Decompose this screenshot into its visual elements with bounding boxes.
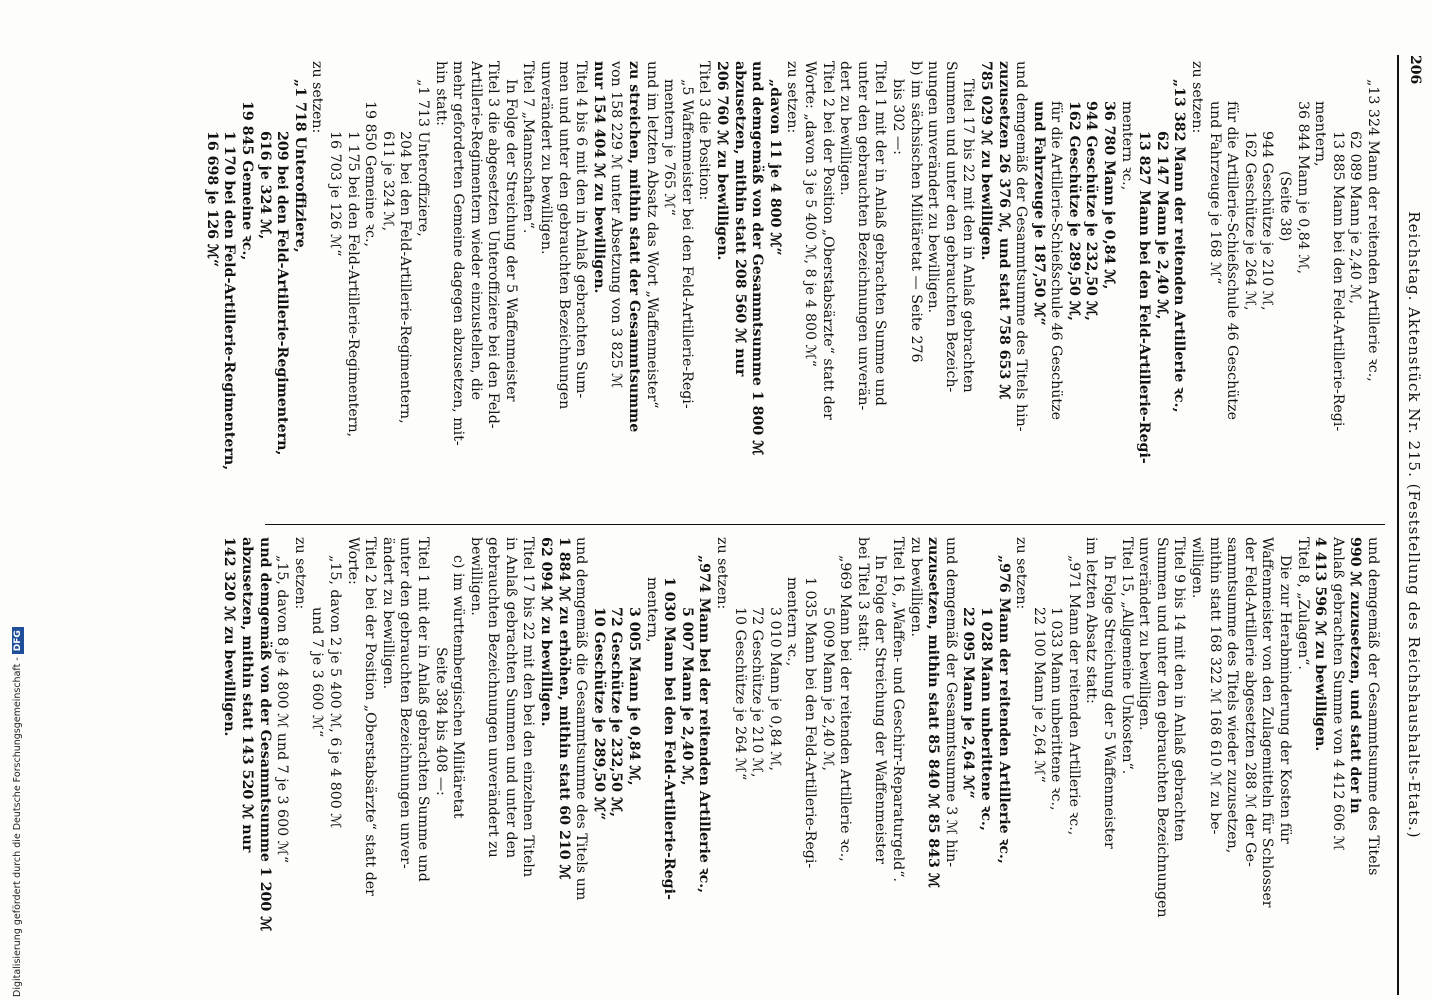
text-line: 72 Geschütze je 210 ℳ,: [749, 607, 766, 778]
text-line: Worte:: [344, 537, 361, 585]
column-divider: [265, 524, 1385, 525]
text-line: Titel 17 bis 22 mit den in Anlaß gebrachten: [960, 79, 977, 393]
text-line: „969 Mann bei der reitenden Artillerie ꝛc.,: [837, 555, 854, 862]
text-line: 62 147 Mann je 2,40 ℳ,: [1153, 131, 1170, 320]
text-line: 206 760 ℳ zu bewilligen.: [714, 61, 731, 261]
text-line: Titel 1 mit der in Anlaß gebrachten Summe und: [872, 61, 889, 406]
text-line: „5 Waffenmeister bei den Feld-Artillerie-Regi-: [678, 79, 695, 409]
text-line: 1 030 Mann bei den Feld-Artillerie-Regi-: [661, 577, 678, 900]
text-line: 36 780 Mann je 0,84 ℳ,: [1101, 101, 1118, 290]
text-line: mehr geforderten Gemeine dagegen abzusetzen, mit-: [450, 61, 467, 446]
text-line: Worte: „davon 3 je 5 400 ℳ, 8 je 4 800 ℳ“: [802, 61, 818, 367]
text-line: 3 005 Mann je 0,84 ℳ,: [626, 607, 643, 786]
text-line: mentern,: [643, 577, 660, 643]
text-line: 1 035 Mann bei den Feld-Artillerie-Regi-: [802, 577, 818, 869]
text-line: 1 033 Mann unberittene ꝛc.,: [1048, 607, 1065, 811]
text-line: Waffenmeister von den Zulagemitteln für Schlosser: [1259, 537, 1276, 908]
text-line: 10 Geschütze je 289,50 ℳ“: [590, 607, 607, 821]
header-rule: [1397, 55, 1399, 995]
text-line: unter den gebrauchten Bezeichnungen unver-: [397, 537, 414, 869]
text-line: Summen und unter den gebrauchten Bezeich-: [942, 61, 959, 393]
text-line: und Fahrzeuge je 187,50 ℳ“: [1030, 101, 1047, 326]
text-line: „15, davon 8 je 4 800 ℳ und 7 je 3 600 ℳ“: [274, 555, 291, 864]
text-line: für die Artillerie-Schießschule 46 Geschütze: [1048, 101, 1065, 420]
text-line: Titel 16, „Waffen- und Geschirr-Reparaturgeld“.: [889, 537, 906, 882]
text-line: der Feld-Artillerie abgesetzten 288 ℳ der Ge-: [1241, 537, 1258, 867]
text-line: bewilligen.: [467, 537, 484, 616]
text-line: und demgemäß von der Gesammtsumme 1 800 ℳ: [749, 61, 766, 456]
text-line: unverändert zu bewilligen.: [538, 61, 555, 255]
text-line: abzusetzen, mithin statt 143 520 ℳ nur: [239, 537, 255, 853]
text-line: zu setzen:: [784, 61, 801, 134]
text-line: In Folge Streichung der 5 Waffenmeister: [1101, 555, 1118, 849]
text-line: zu bewilligen.: [907, 537, 924, 638]
text-line: Summen und unter den gebrauchten Bezeichnungen: [1153, 537, 1170, 918]
page-number: 206: [1407, 55, 1423, 85]
text-line: mentern je 765 ℳ“: [661, 79, 678, 216]
text-line: 162 Geschütze je 289,50 ℳ,: [1065, 101, 1082, 321]
text-line: zu streichen, mithin statt der Gesammtsumme: [626, 61, 643, 433]
text-line: und im letzten Absatz das Wort „Waffenmeister“: [643, 61, 660, 409]
text-line: mentern,: [1312, 101, 1329, 167]
text-line: 4 413 596 ℳ zu bewilligen.: [1312, 537, 1329, 752]
text-line: mentern ꝛc.,: [1118, 101, 1135, 191]
text-line: 19 845 Gemeine ꝛc.,: [239, 101, 255, 261]
text-line: Titel 4 bis 6 mit den in Anlaß gebrachten Sum-: [573, 61, 590, 399]
text-line: 1 884 ℳ zu erhöhen, mithin statt 60 210 ℳ: [555, 537, 572, 880]
text-line: zu setzen:: [309, 61, 326, 134]
text-line: Titel 2 bei der Position „Oberstabsärzte“ statt der: [362, 537, 379, 896]
text-line: 5 009 Mann je 2,40 ℳ,: [819, 607, 836, 771]
text-line: 785 029 ℳ zu bewilligen.: [977, 61, 994, 261]
running-title: Reichstag. Aktenstück Nr. 215. (Feststellung des Reichshaushalts-Etats.): [1405, 211, 1423, 839]
text-line: (Seite 38): [1277, 171, 1294, 242]
text-line: 162 Geschütze je 264 ℳ,: [1241, 131, 1258, 311]
text-line: 1 175 bei den Feld-Artillerie-Regimentern,: [344, 131, 361, 438]
text-line: Titel 8, „Zulagen“.: [1294, 537, 1311, 670]
text-line: Titel 1 mit der in Anlaß gebrachten Summe und: [414, 537, 431, 882]
text-line: unverändert zu bewilligen.: [1136, 537, 1153, 731]
text-line: 72 Geschütze je 232,50 ℳ,: [608, 607, 625, 818]
text-line: 13 827 Mann bei den Feld-Artillerie-Regi-: [1136, 131, 1153, 464]
text-line: Titel 15, „Allgemeine Unkosten“.: [1118, 537, 1135, 775]
text-line: nur 154 404 ℳ zu bewilligen.: [590, 61, 607, 294]
text-line: „13 382 Mann der reitenden Artillerie ꝛc.,: [1171, 79, 1188, 413]
dfg-logo: DFG: [12, 627, 24, 654]
text-line: „1 713 Unteroffiziere,: [414, 79, 431, 237]
text-line: 16 703 je 126 ℳ“: [326, 131, 343, 257]
text-line: 3 010 Mann je 0,84 ℳ,: [766, 607, 783, 771]
text-line: 1 170 bei den Feld-Artillerie-Regimentern,: [221, 131, 238, 471]
text-line: 616 je 324 ℳ,: [256, 131, 273, 240]
text-line: 209 bei den Feld-Artillerie-Regimentern,: [274, 131, 291, 456]
text-line: 944 Geschütze je 210 ℳ,: [1259, 131, 1276, 311]
text-line: Artillerie-Regimentern wieder einzustellen, die: [467, 61, 484, 401]
text-line: b) im sächsischen Militäretat — Seite 276: [907, 61, 924, 363]
text-line: bei Titel 3 statt:: [854, 537, 871, 652]
text-line: „1 718 Unteroffiziere,: [291, 79, 308, 253]
text-line: In Folge der Streichung der 5 Waffenmeister: [502, 79, 519, 402]
text-line: Titel 17 bis 22 mit den bei den einzelnen Titeln: [520, 537, 537, 878]
text-line: mithin statt 168 322 ℳ 168 610 ℳ zu be-: [1206, 537, 1223, 835]
text-line: 204 bei den Feld-Artillerie-Regimentern,: [397, 131, 414, 424]
text-line: zu setzen:: [291, 537, 308, 610]
text-line: und Fahrzeuge je 168 ℳ“: [1206, 101, 1223, 285]
text-line: Titel 2 bei der Position „Oberstabsärzte“ statt der: [819, 61, 836, 420]
text-line: 944 Geschütze je 232,50 ℳ,: [1083, 101, 1100, 321]
text-line: „971 Mann der reitenden Artillerie ꝛc.,: [1065, 555, 1082, 836]
text-line: bis 302 —:: [889, 79, 906, 155]
digitization-credit: [0, 0, 24, 1000]
text-line: für die Artillerie-Schießschule 46 Geschütze: [1224, 101, 1241, 420]
text-line: 16 698 je 126 ℳ“: [203, 131, 220, 268]
text-line: und demgemäß die Gesammtsumme des Titels um: [573, 537, 590, 901]
text-line: gebrauchten Bezeichnungen unverändert zu: [485, 537, 502, 858]
text-line: 22 100 Mann je 2,64 ℳ“: [1030, 607, 1047, 783]
text-line: und demgemäß der Gesammtsumme des Titels hin-: [1013, 61, 1030, 432]
text-line: und demgemäß von der Gesammtsumme 1 200 ℳ: [256, 537, 273, 932]
right-column: [220, 537, 1381, 983]
text-line: „974 Mann bei der reitenden Artillerie ꝛc.,: [696, 555, 713, 894]
text-line: „15, davon 2 je 5 400 ℳ, 6 je 4 800 ℳ: [326, 555, 343, 829]
text-line: und demgemäß der Gesammtsumme 3 ℳ hin-: [942, 537, 959, 868]
text-line: 22 095 Mann je 2,64 ℳ“: [960, 607, 977, 799]
text-line: im letzten Absatz statt:: [1083, 537, 1100, 704]
text-line: Titel 9 bis 14 mit den in Anlaß gebrachten: [1171, 537, 1188, 842]
text-line: 62 094 ℳ zu bewilligen.: [538, 537, 555, 727]
text-line: „13 324 Mann der reitenden Artillerie ꝛc.,: [1365, 79, 1381, 382]
text-line: ändert zu bewilligen.: [379, 537, 396, 690]
text-line: zu setzen:: [1189, 61, 1206, 134]
text-line: 1 028 Mann unberittene ꝛc.,: [977, 607, 994, 831]
text-line: 5 007 Mann je 2,40 ℳ,: [678, 607, 695, 786]
text-line: 19 850 Gemeine ꝛc.,: [362, 101, 379, 248]
text-line: Titel 7 „Mannschaften“.: [520, 61, 537, 234]
text-line: sammtsumme des Titels wieder zuzusetzen,: [1224, 537, 1241, 854]
text-line: mentern ꝛc.,: [784, 577, 801, 667]
rotated-page-content: [203, 55, 1425, 995]
text-line: Anlaß gebrachten Summe von 4 412 606 ℳ: [1329, 537, 1346, 851]
left-column: [202, 61, 1381, 507]
text-line: zuzusetzen, mithin statt 85 840 ℳ 85 843 ℳ: [925, 537, 942, 889]
text-line: „davon 11 je 4 800 ℳ“: [766, 79, 783, 256]
text-line: 611 je 324 ℳ,: [379, 131, 396, 232]
text-line: und 7 je 3 600 ℳ“: [309, 607, 326, 738]
text-line: von 158 229 ℳ unter Absetzung von 3 825 ℳ: [608, 61, 625, 389]
text-line: unter den gebrauchten Bezeichnungen unverän-: [854, 61, 871, 411]
text-line: men und unter den gebrauchten Bezeichnungen: [555, 61, 572, 410]
text-line: 10 Geschütze je 264 ℳ“: [731, 607, 748, 781]
text-line: Seite 384 bis 408 —:: [432, 647, 449, 796]
text-line: 142 320 ℳ zu bewilligen.: [221, 537, 238, 737]
text-line: c) im württembergischen Militäretat: [450, 555, 467, 819]
text-line: Titel 3 die Position:: [696, 61, 713, 201]
text-line: zuzusetzen 26 376 ℳ, und statt 758 653 ℳ: [995, 61, 1012, 400]
text-line: 13 885 Mann bei den Feld-Artillerie-Regi-: [1329, 131, 1346, 432]
text-line: 990 ℳ zuzusetzen, und statt der in: [1347, 537, 1364, 814]
text-line: in Anlaß gebrachten Summen und unter den: [502, 537, 519, 859]
text-line: hin statt:: [432, 61, 449, 126]
text-line: zu setzen:: [1013, 537, 1030, 610]
text-line: „976 Mann der reitenden Artillerie ꝛc.,: [995, 555, 1012, 864]
text-line: 36 844 Mann je 0,84 ℳ,: [1294, 101, 1311, 275]
text-line: 62 089 Mann je 2,40 ℳ,: [1347, 131, 1364, 305]
text-line: Titel 3 die abgesetzten Unteroffiziere bei den Feld-: [485, 61, 502, 429]
text-line: dert zu bewilligen.: [837, 61, 854, 196]
text-line: zu setzen:: [714, 537, 731, 610]
text-line: abzusetzen, mithin statt 208 560 ℳ nur: [731, 61, 748, 377]
credit-text: Digitalisierung gefördert durch die Deutsche Forschungsgemeinschaft -: [12, 657, 23, 997]
text-line: willigen.: [1189, 537, 1206, 599]
text-line: und demgemäß der Gesammtsumme des Titels: [1365, 537, 1381, 876]
text-line: In Folge der Streichung der Waffenmeister: [872, 555, 889, 864]
text-line: nungen unverändert zu bewilligen.: [925, 61, 942, 314]
text-line: Die zur Herabminderung der Kosten für: [1277, 555, 1294, 844]
